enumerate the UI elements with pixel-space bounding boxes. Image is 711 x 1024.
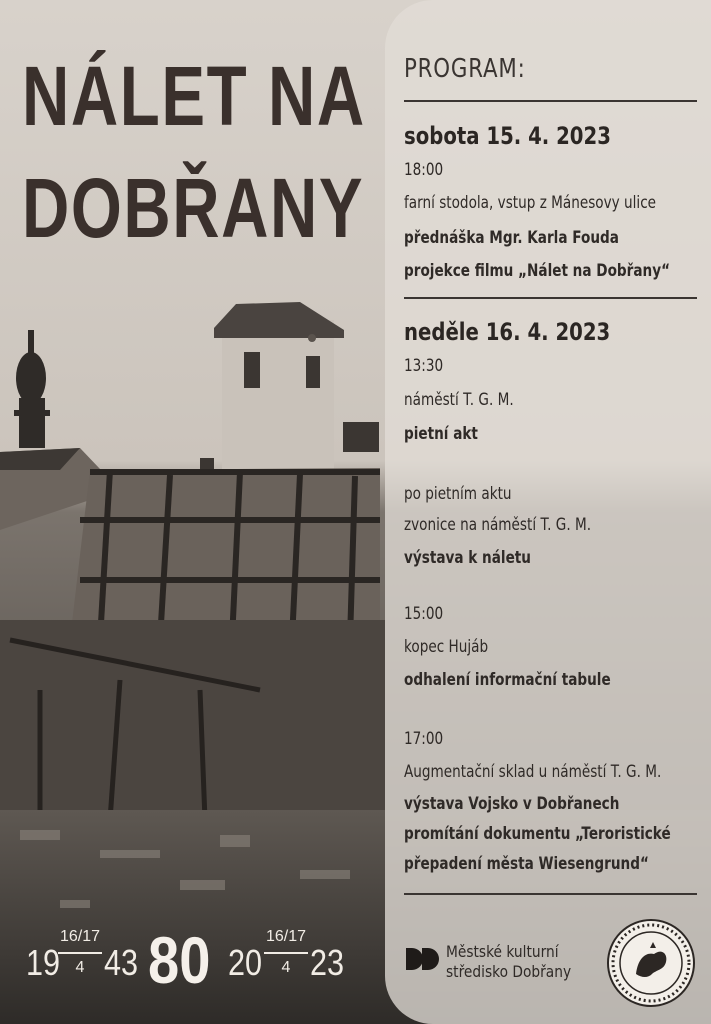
divider bbox=[404, 100, 697, 102]
right-century: 20 bbox=[228, 942, 263, 983]
event-place: farní stodola, vstup z Mánesovy ulice bbox=[404, 193, 657, 213]
anniversary-number: 80 bbox=[148, 923, 211, 997]
left-fraction bbox=[58, 928, 102, 977]
right-days: 16/17 bbox=[264, 928, 308, 954]
day-saturday-date: sobota 15. 4. 2023 bbox=[404, 122, 611, 150]
event-title: odhalení informační tabule bbox=[404, 670, 611, 690]
event-time: 18:00 bbox=[404, 160, 444, 180]
event-place: zvonice na náměstí T. G. M. bbox=[404, 515, 592, 535]
left-year: 43 bbox=[104, 942, 139, 983]
event-time: 13:30 bbox=[404, 356, 444, 376]
event-time: 17:00 bbox=[404, 729, 444, 749]
title-line-1: NÁLET NA bbox=[22, 49, 366, 143]
event-title: přepadení města Wiesengrund“ bbox=[404, 854, 649, 874]
organizer-line-2: středisko Dobřany bbox=[446, 962, 572, 981]
right-month: 4 bbox=[281, 959, 291, 976]
organizer-name bbox=[446, 942, 571, 982]
event-place: Augmentační sklad u náměstí T. G. M. bbox=[404, 762, 662, 782]
event-time: po pietním aktu bbox=[404, 484, 512, 504]
poster-title bbox=[22, 40, 366, 264]
left-days: 16/17 bbox=[58, 928, 102, 954]
program-heading: PROGRAM: bbox=[404, 54, 526, 84]
day-sunday-date: neděle 16. 4. 2023 bbox=[404, 318, 611, 346]
event-title: projekce filmu „Nálet na Dobřany“ bbox=[404, 261, 671, 281]
divider bbox=[404, 893, 697, 895]
event-title: pietní akt bbox=[404, 424, 478, 444]
event-title: výstava k náletu bbox=[404, 548, 531, 568]
left-century: 19 bbox=[26, 942, 61, 983]
event-title: přednáška Mgr. Karla Fouda bbox=[404, 228, 619, 248]
divider bbox=[404, 297, 697, 299]
town-seal-icon bbox=[606, 918, 696, 1008]
right-fraction bbox=[264, 928, 308, 977]
title-line-2: DOBŘANY bbox=[22, 161, 365, 255]
event-title: promítání dokumentu „Teroristické bbox=[404, 824, 671, 844]
event-title: výstava Vojsko v Dobřanech bbox=[404, 794, 620, 814]
organizer-logo-icon bbox=[406, 946, 440, 972]
event-place: náměstí T. G. M. bbox=[404, 390, 514, 410]
event-place: kopec Hujáb bbox=[404, 637, 489, 657]
right-year: 23 bbox=[310, 942, 345, 983]
organizer-line-1: Městské kulturní bbox=[446, 942, 559, 961]
event-time: 15:00 bbox=[404, 604, 444, 624]
left-month: 4 bbox=[75, 959, 85, 976]
